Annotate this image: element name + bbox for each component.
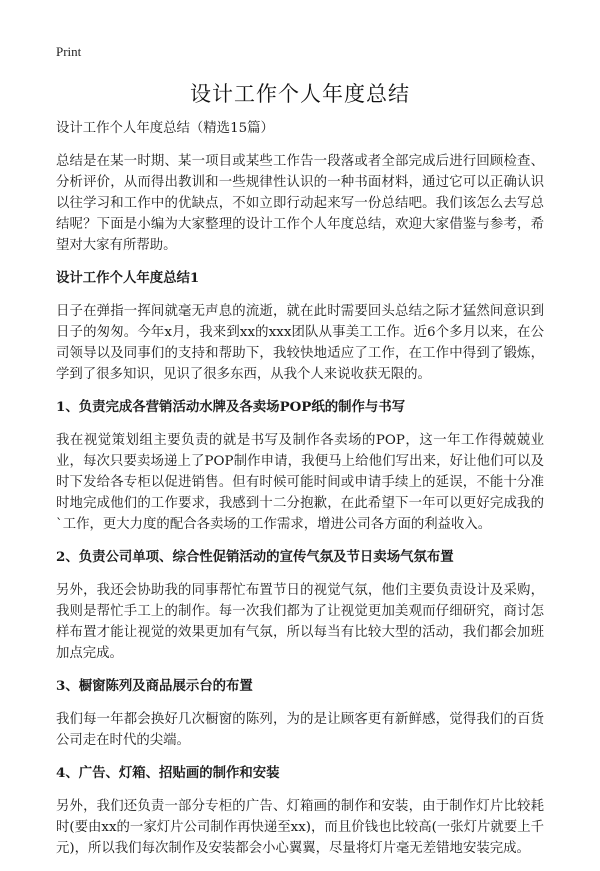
document-title: 设计工作个人年度总结 [190,82,410,106]
item-paragraph-1: 我在视觉策划组主要负责的就是书写及制作各卖场的POP，这一年工作得兢兢业业，每次只要卖场递上了POP制作申请，我便马上给他们写出来，好让他们可以及时下发给各专柜以促进销售。但有时候可能时间或申请手续上的延误，不能十分准时地完成他们的工作要求，我感到十二分抱歉，在此希望下一年可以更好完成我的`工作，更大力度的配合各卖场的工作需求，增进公司各方面的利益收入。 [56,433,544,532]
item-paragraph-2: 另外，我还会协助我的同事帮忙布置节日的视觉气氛，他们主要负责设计及采购，我则是帮忙手工上的制作。每一次我们都为了让视觉更加美观而仔细研究，商讨怎样布置才能让视觉的效果更加有气氛，所以每当有比较大型的活动，我们都会加班加点完成。 [56,583,544,661]
section-title: 设计工作个人年度总结1 [56,270,200,286]
intro-paragraph: 总结是在某一时期、某一项目或某些工作告一段落或者全部完成后进行回顾检查、分析评价，从而得出教训和一些规律性认识的一种书面材料，通过它可以正确认识以往学习和工作中的优缺点，不如立即行动起来写一份总结吧。我们该怎么去写总结呢？下面是小编为大家整理的设计工作个人年度总结，欢迎大家借鉴与参考，希望对大家有所帮助。 [56,154,544,253]
item-heading-2: 2、负责公司单项、综合性促销活动的宣传气氛及节日卖场气氛布置 [56,549,454,565]
item-paragraph-4: 另外，我们还负责一部分专柜的广告、灯箱画的制作和安装，由于制作灯片比较耗时(要由xx的一家灯片公司制作再快递至xx)，而且价钱也比较高(一张灯片就要上千元)，所以我们每次制作及安装都会小心翼翼，尽量将灯片毫无差错地安装完成。 [56,799,544,856]
item-paragraph-3: 我们每一年都会换好几次橱窗的陈列，为的是让顾客更有新鲜感，觉得我们的百货公司走在时代的尖端。 [56,712,544,748]
item-heading-1: 1、负责完成各营销活动水牌及各卖场POP纸的制作与书写 [56,399,406,415]
section-intro-paragraph: 日子在弹指一挥间就毫无声息的流逝，就在此时需要回头总结之际才猛然间意识到日子的匆匆。今年x月，我来到xx的xxx团队从事美工工作。近6个多月以来，在公司领导以及同事们的支持和帮助下，我较快地适应了工作，在工作中得到了锻炼，学到了很多知识，见识了很多东西，从我个人来说收获无限的。 [56,304,544,382]
item-heading-3: 3、橱窗陈列及商品展示台的布置 [56,678,253,694]
print-link[interactable]: Print [56,44,82,59]
document-body [56,118,544,871]
item-heading-4: 4、广告、灯箱、招贴画的制作和安装 [56,765,280,781]
document-subtitle: 设计工作个人年度总结（精选15篇） [56,121,274,136]
